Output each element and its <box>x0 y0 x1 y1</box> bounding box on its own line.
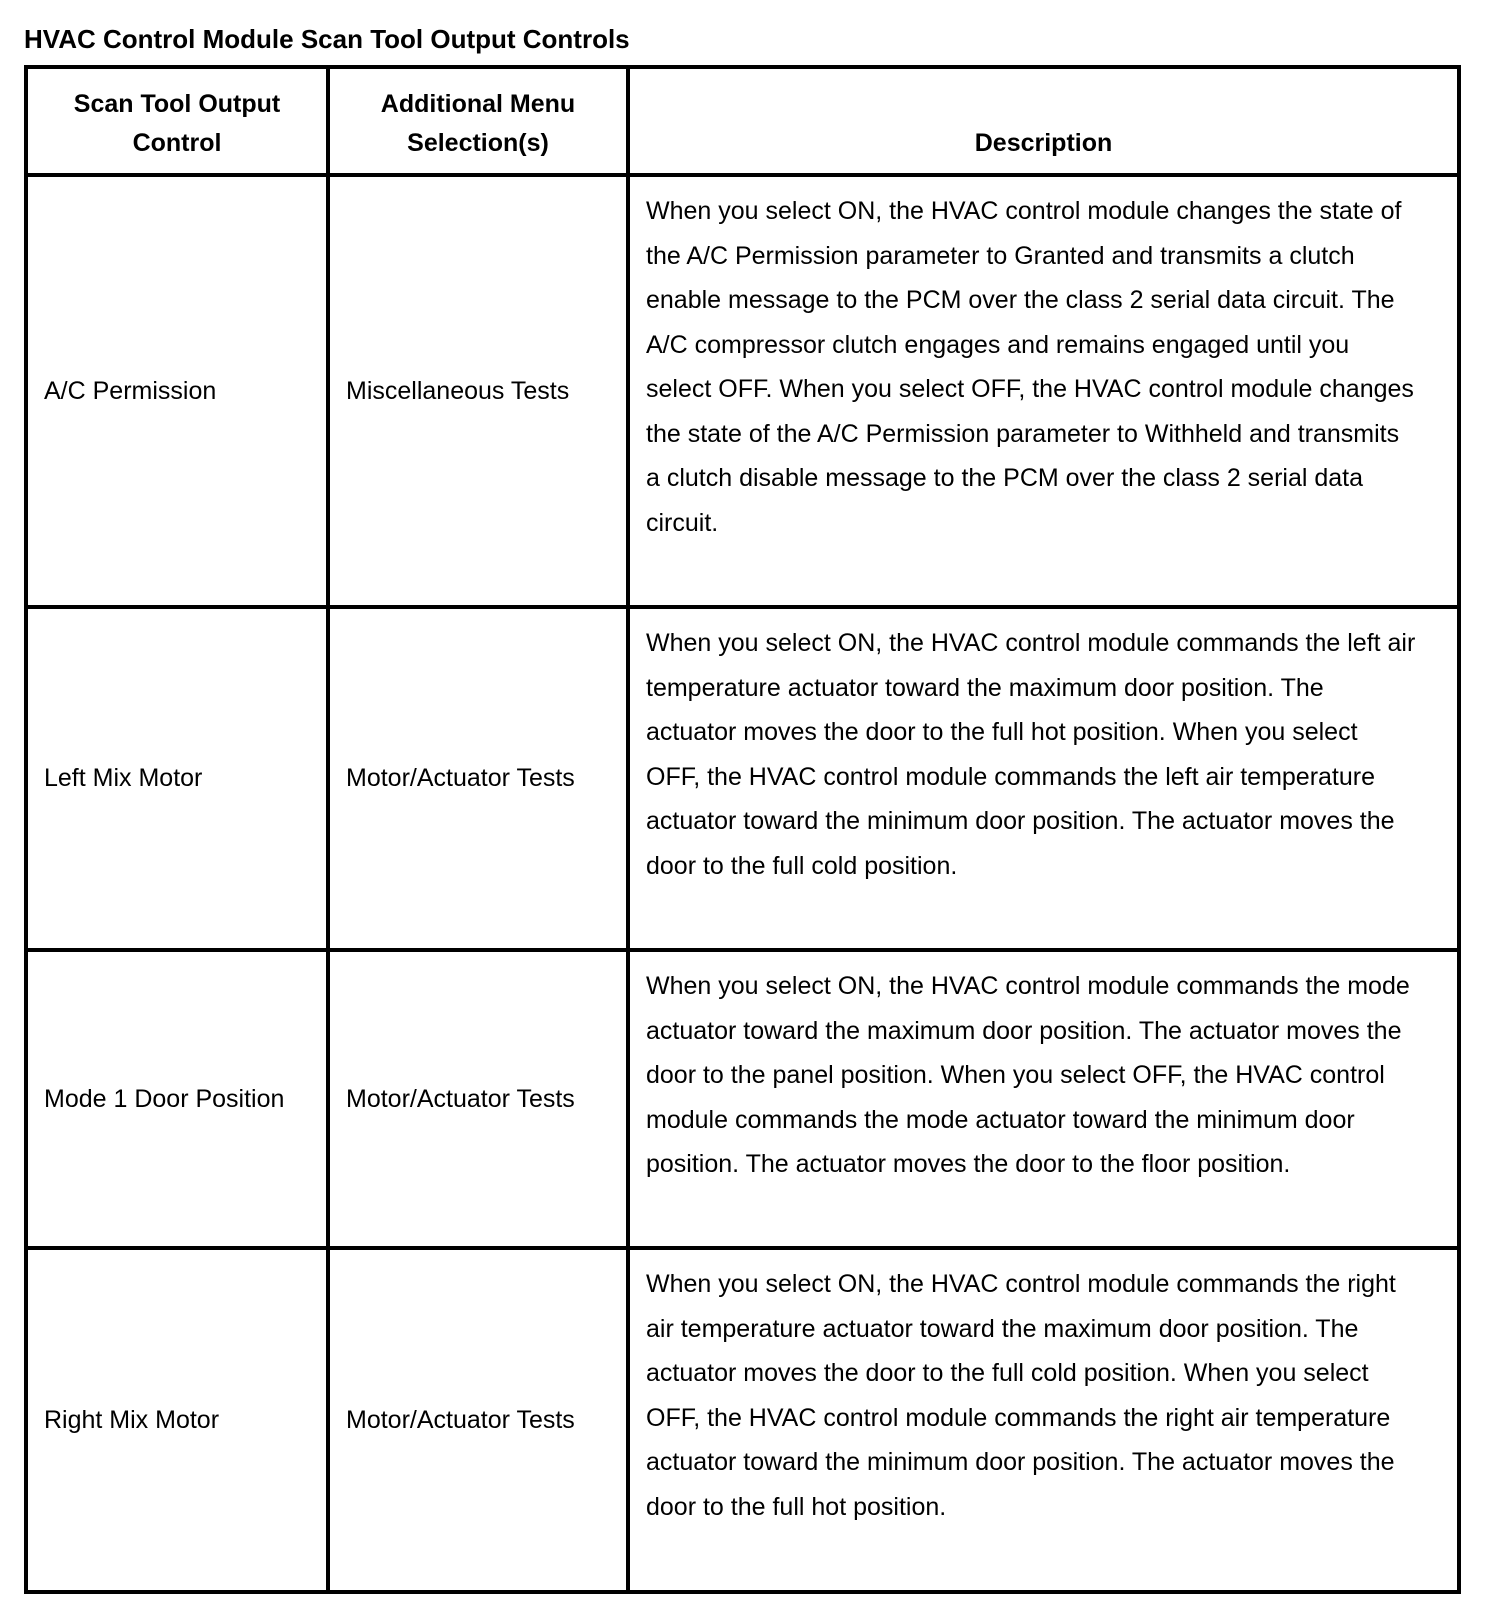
header-additional-menu-selections: Additional Menu Selection(s) <box>328 67 628 175</box>
output-controls-table <box>24 65 1461 1594</box>
table-row <box>26 1248 1459 1592</box>
cell-output-control: Right Mix Motor <box>26 1248 328 1592</box>
cell-description: When you select ON, the HVAC control module commands the mode actuator toward the maximum door position. The actuator moves the door to the panel position. When you select OFF, the HVAC control module commands the mode actuator toward the minimum door position. The actuator moves the door to the floor position. <box>628 950 1459 1248</box>
cell-description: When you select ON, the HVAC control module changes the state of the A/C Permission parameter to Granted and transmits a clutch enable message to the PCM over the class 2 serial data circuit. The A/C compressor clutch engages and remains engaged until you select OFF. When you select OFF, the HVAC control module changes the state of the A/C Permission parameter to Withheld and transmits a clutch disable message to the PCM over the class 2 serial data circuit. <box>628 175 1459 607</box>
cell-output-control: Mode 1 Door Position <box>26 950 328 1248</box>
cell-description: When you select ON, the HVAC control module commands the left air temperature actuator toward the maximum door position. The actuator moves the door to the full hot position. When you select OFF, the HVAC control module commands the left air temperature actuator toward the minimum door position. The actuator moves the door to the full cold position. <box>628 607 1459 950</box>
cell-menu-selection: Motor/Actuator Tests <box>328 950 628 1248</box>
table-header-row <box>26 67 1459 175</box>
cell-menu-selection: Miscellaneous Tests <box>328 175 628 607</box>
document-title: HVAC Control Module Scan Tool Output Controls <box>24 24 630 54</box>
table-row <box>26 950 1459 1248</box>
header-description: Description <box>628 67 1459 175</box>
table-row <box>26 607 1459 950</box>
cell-output-control: Left Mix Motor <box>26 607 328 950</box>
cell-menu-selection: Motor/Actuator Tests <box>328 1248 628 1592</box>
table-row <box>26 175 1459 607</box>
cell-menu-selection: Motor/Actuator Tests <box>328 607 628 950</box>
cell-description: When you select ON, the HVAC control module commands the right air temperature actuator toward the maximum door position. The actuator moves the door to the full cold position. When you select OFF, the HVAC control module commands the right air temperature actuator toward the minimum door position. The actuator moves the door to the full hot position. <box>628 1248 1459 1592</box>
cell-output-control: A/C Permission <box>26 175 328 607</box>
header-scan-tool-output-control: Scan Tool Output Control <box>26 67 328 175</box>
